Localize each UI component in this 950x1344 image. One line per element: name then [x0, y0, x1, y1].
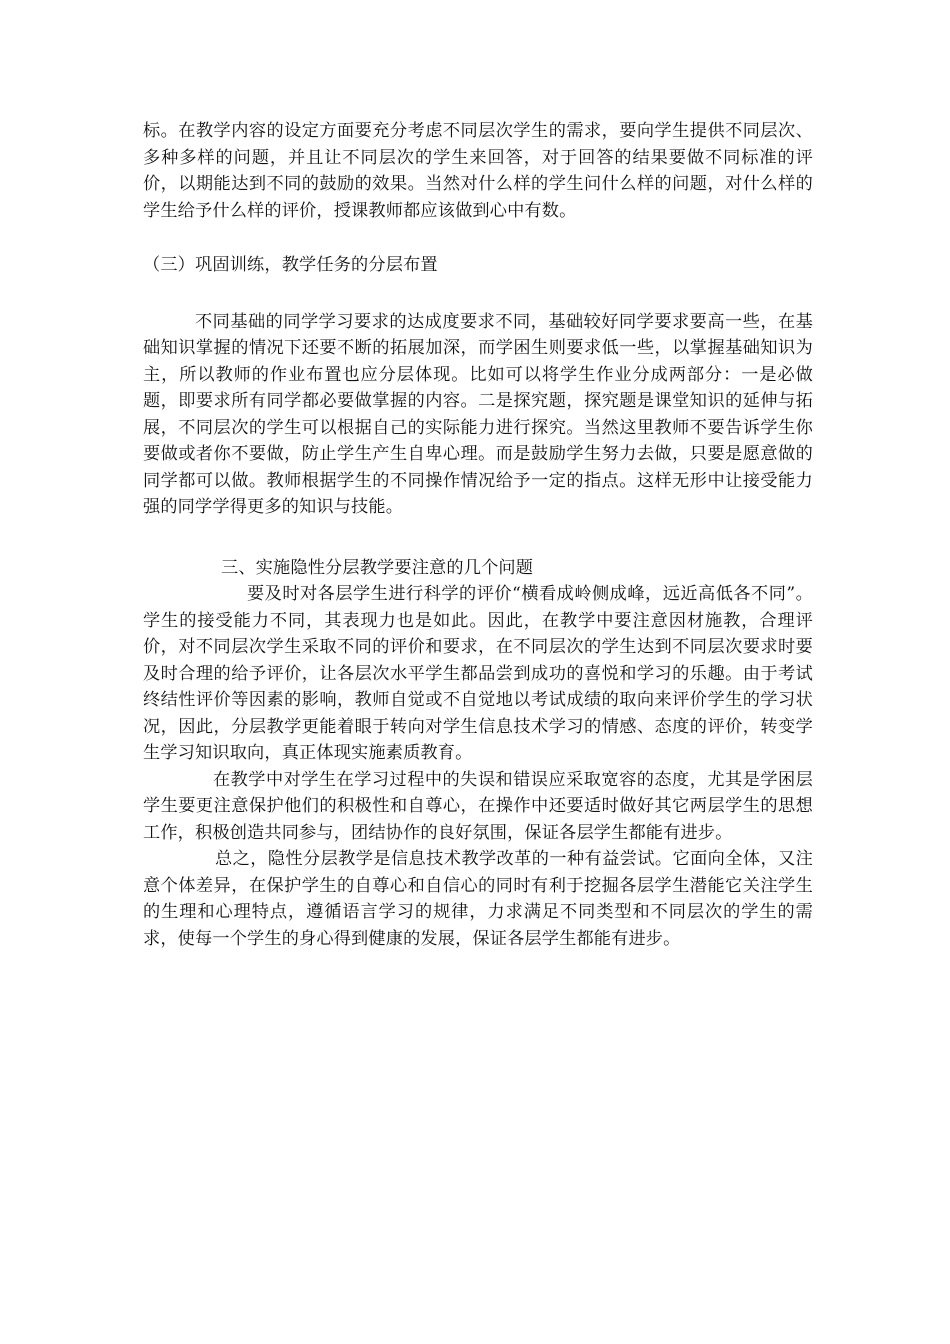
document-body — [143, 118, 813, 952]
paragraph-spacer — [143, 224, 813, 252]
paragraph-layered-assignments: 不同基础的同学学习要求的达成度要求不同，基础较好同学要求要高一些，在基础知识掌握的情况下还要不断的拓展加深，而学困生则要求低一些，以掌握基础知识为主，所以教师的作业布置也应分层体现。比如可以将学生作业分成两部分：一是必做题，即要求所有同学都必要做掌握的内容。二是探究题，探究题是课堂知识的延伸与拓展，不同层次的学生可以根据自己的实际能力进行探究。当然这里教师不要告诉学生你要做或者你不要做，防止学生产生自卑心理。而是鼓励学生努力去做，只要是愿意做的同学都可以做。教师根据学生的不同操作情况给予一定的指点。这样无形中让接受能力强的同学学得更多的知识与技能。 — [143, 311, 813, 517]
paragraph-differentiated-questions: 标。在教学内容的设定方面要充分考虑不同层次学生的需求，要向学生提供不同层次、多种多样的问题，并且让不同层次的学生来回答，对于回答的结果要做不同标准的评价，以期能达到不同的鼓励的效果。当然对什么样的学生问什么样的问题，对什么样的学生给予什么样的评价，授课教师都应该做到心中有数。 — [143, 121, 813, 221]
section-heading-implementation-issues: 三、实施隐性分层教学要注意的几个问题 — [221, 557, 534, 578]
paragraph-conclusion: 总之，隐性分层教学是信息技术教学改革的一种有益尝试。它面向全体，又注意个体差异，在保护学生的自尊心和自信心的同时有利于挖掘各层学生潜能它关注学生的生理和心理特点，遵循语言学习的规律，力求满足不同类型和不同层次的学生的需求，使每一个学生的身心得到健康的发展，保证各层学生都能有进步。 — [143, 849, 813, 949]
paragraph-scientific-evaluation: 要及时对各层学生进行科学的评价“横看成岭侧成峰，远近高低各不同”。学生的接受能力不同，其表现力也是如此。因此，在教学中要注意因材施教，合理评价，对不同层次学生采取不同的评价和要求，在不同层次的学生达到不同层次要求时要及时合理的给予评价，让各层次水平学生都品尝到成功的喜悦和学习的乐趣。由于考试终结性评价等因素的影响，教师自觉或不自觉地以考试成绩的取向来评价学生的学习状况，因此，分层教学更能着眼于转向对学生信息技术学习的情感、态度的评价，转变学生学习知识取向，真正体现实施素质教育。 — [143, 584, 813, 763]
section-heading-consolidation-training: （三）巩固训练，教学任务的分层布置 — [143, 255, 438, 275]
paragraph-spacer — [143, 521, 813, 555]
paragraph-spacer — [143, 279, 813, 309]
paragraph-tolerance-and-support: 在教学中对学生在学习过程中的失误和错误应采取宽容的态度，尤其是学困层学生要更注意保护他们的积极性和自尊心，在操作中还要适时做好其它两层学生的思想工作，积极创造共同参与，团结协作的良好氛围，保证各层学生都能有进步。 — [143, 769, 813, 843]
